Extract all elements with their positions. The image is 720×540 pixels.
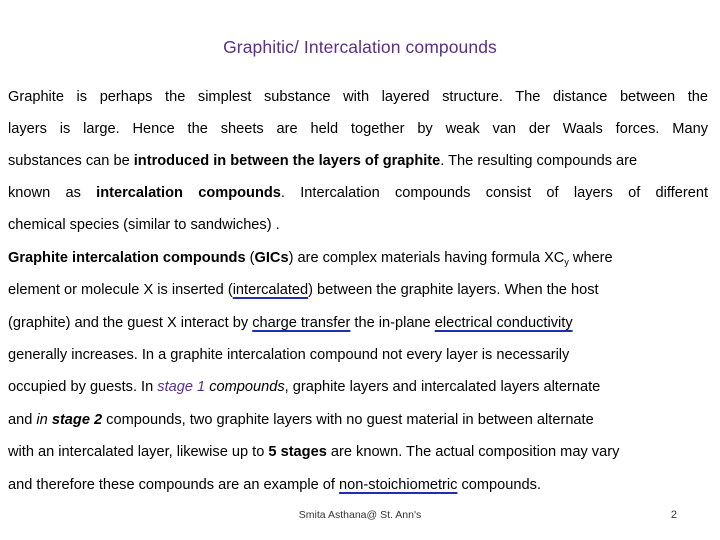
body-line-12 [8,442,708,462]
text-run: . Intercalation compounds consist of layers of different [280,185,708,201]
link-intercalated[interactable]: intercalated [232,282,309,298]
text-run: , graphite layers and intercalated layers alternate [284,379,601,395]
emphasis-introduced: introduced in between the layers of graphite [133,153,441,169]
link-charge-transfer[interactable]: charge transfer [252,315,351,331]
text-run: chemical species (similar to sandwiches) . [8,217,280,233]
footer-credit: Smita Asthana@ St. Ann's [298,509,422,521]
emphasis-5-stages: 5 stages [268,444,327,460]
text-run: where [568,250,613,266]
body-line-9 [8,345,708,365]
body-line-1 [8,87,708,107]
emphasis-stage-1: stage 1 [157,379,206,395]
link-non-stoichiometric[interactable]: non-stoichiometric [339,477,458,493]
text-run: with an intercalated layer, likewise up to [8,444,269,460]
text-run: the in-plane [350,315,435,331]
text-run: known as [8,185,97,201]
text-run: and therefore these compounds are an example of [8,477,340,493]
link-electrical-conductivity[interactable]: electrical conductivity [434,315,573,331]
body-line-7 [8,280,708,300]
body-line-3 [8,151,708,171]
text-run: compounds. [457,477,541,493]
text-run: . The resulting compounds are [440,153,638,169]
emphasis-in: in [36,412,52,428]
text-run: (graphite) and the guest X interact by [8,315,253,331]
text-run: ( [245,250,255,266]
text-run: layers is large. Hence the sheets are held together by weak van der Waals forces. Many [8,121,708,137]
text-run: compounds, two graphite layers with no guest material in between alternate [102,412,594,428]
body-line-11 [8,410,708,430]
page-number: 2 [670,509,677,521]
text-run: occupied by guests. In [8,379,158,395]
body-line-8 [8,313,708,333]
emphasis-stage-2: stage 2 [51,412,103,428]
body-line-13 [8,475,708,495]
formula-subscript: y [564,257,569,267]
body-line-2 [8,119,708,139]
emphasis-gic-term: Graphite intercalation compounds [8,250,246,266]
body-line-4 [8,183,708,203]
text-run: substances can be [8,153,134,169]
text-run: generally increases. In a graphite intercalation compound not every layer is necessarily [8,347,570,363]
text-run: and [8,412,37,428]
body-line-5 [8,215,708,235]
text-run: ) between the graphite layers. When the host [308,282,599,298]
text-run: element or molecule X is inserted ( [8,282,233,298]
text-run: ) are complex materials having formula XC [288,250,565,266]
body-line-6 [8,248,708,272]
emphasis-compounds: compounds [205,379,285,395]
slide-title: Graphitic/ Intercalation compounds [223,37,497,57]
text-run: Graphite is perhaps the simplest substance with layered structure. The distance between the [8,89,708,105]
body-line-10 [8,377,708,397]
text-run: are known. The actual composition may vary [326,444,620,460]
emphasis-intercalation-compounds: intercalation compounds [96,185,281,201]
emphasis-gics: GICs [254,250,289,266]
